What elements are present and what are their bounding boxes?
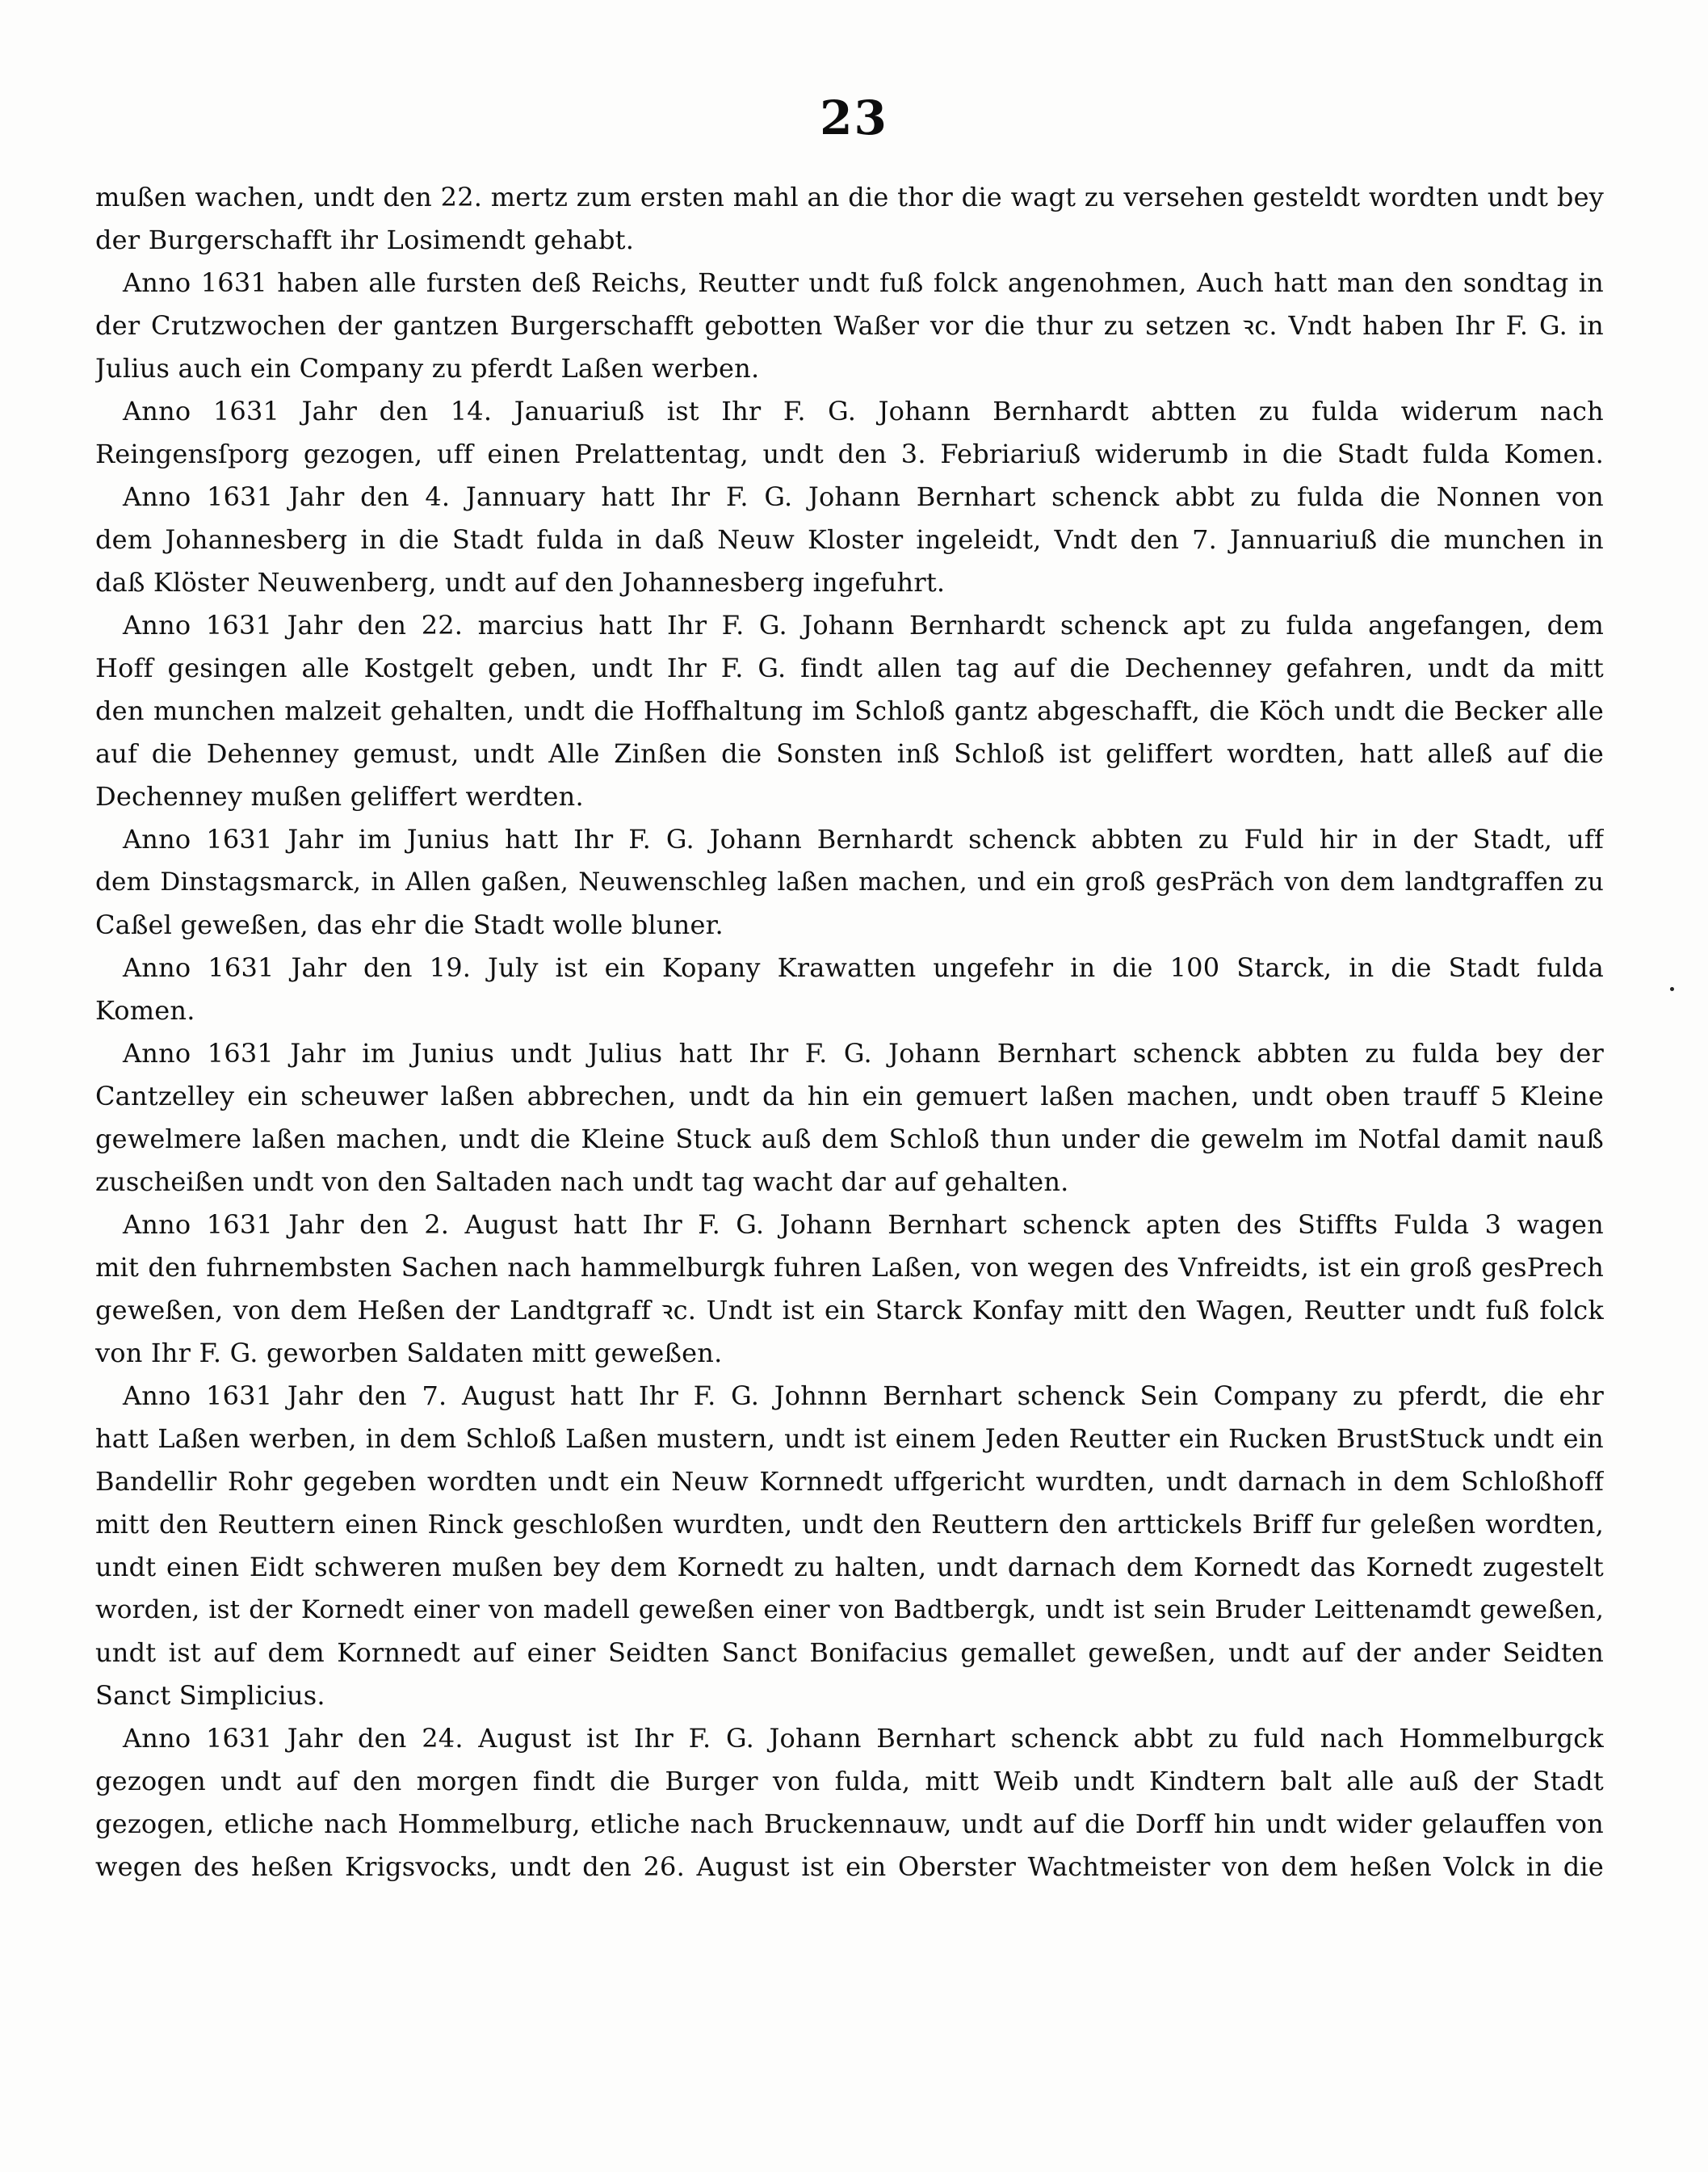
text-line: geweßen, von dem Heßen der Landtgraff ꝛc. Undt ist ein Starck Konfay mitt den Wagen, Reutter undt fuß folck bbox=[95, 1295, 1604, 1325]
text-line: Anno 1631 Jahr den 22. marcius hatt Ihr F. G. Johann Bernhardt schenck apt zu fulda angefangen, dem bbox=[123, 610, 1604, 641]
text-line: dem Dinstagsmarck, in Allen gaßen, Neuwenschleg laßen machen, und ein groß gesPräch von dem landtgraffen zu bbox=[95, 868, 1604, 897]
text-line: Anno 1631 Jahr den 4. Jannuary hatt Ihr F. G. Johann Bernhart schenck abbt zu fulda die Nonnen von bbox=[123, 481, 1604, 512]
text-line: Hoff gesingen alle Kostgelt geben, undt Ihr F. G. findt allen tag auf die Dechenney gefahren, undt da mitt bbox=[95, 653, 1604, 683]
text-line: Julius auch ein Company zu pferdt Laßen werben. bbox=[95, 353, 760, 384]
text-line: daß Klöster Neuwenberg, undt auf den Johannesberg ingefuhrt. bbox=[95, 567, 946, 598]
body-text bbox=[95, 176, 1604, 1888]
text-line: mit den fuhrnembsten Sachen nach hammelburgk fuhren Laßen, von wegen des Vnfreidts, ist ein groß gesPrech bbox=[95, 1252, 1604, 1283]
text-line: Dechenney mußen geliffert werdten. bbox=[95, 781, 584, 812]
text-line: Reingensſporg gezogen, uff einen Prelattentag, undt den 3. Febriariuß widerumb in die Stadt fulda Komen. bbox=[95, 439, 1604, 469]
text-line: dem Johannesberg in die Stadt fulda in daß Neuw Kloster ingeleidt, Vndt den 7. Jannuariuß die munchen in bbox=[95, 524, 1604, 555]
text-line: von Ihr F. G. geworben Saldaten mitt geweßen. bbox=[95, 1338, 723, 1368]
text-line: Anno 1631 haben alle fursten deß Reichs, Reutter undt fuß folck angenohmen, Auch hatt man den sondtag in bbox=[123, 267, 1604, 298]
text-line: undt ist auf dem Kornnedt auf einer Seidten Sanct Bonifacius gemallet geweßen, undt auf der ander Seidten bbox=[95, 1637, 1604, 1668]
text-line: den munchen malzeit gehalten, undt die Hoffhaltung im Schloß gantz abgeschafft, die Köch undt die Becker alle bbox=[95, 695, 1604, 726]
text-line: undt einen Eidt schweren mußen bey dem Kornedt zu halten, undt darnach dem Kornedt das Kornedt zugestelt bbox=[95, 1552, 1604, 1582]
text-line: Anno 1631 Jahr im Junius hatt Ihr F. G. Johann Bernhardt schenck abbten zu Fuld hir in der Stadt, uff bbox=[123, 824, 1604, 855]
text-line: Anno 1631 Jahr den 24. August ist Ihr F. G. Johann Bernhart schenck abbt zu fuld nach Hommelburgck bbox=[123, 1723, 1604, 1754]
text-line: Sanct Simplicius. bbox=[95, 1680, 325, 1711]
text-line: Cantzelley ein scheuwer laßen abbrechen, undt da hin ein gemuert laßen machen, undt oben trauff 5 Kleine bbox=[95, 1081, 1604, 1111]
text-line: Anno 1631 Jahr den 19. July ist ein Kopany Krawatten ungefehr in die 100 Starck, in die Stadt fulda bbox=[123, 952, 1604, 983]
text-line: Anno 1631 Jahr den 2. August hatt Ihr F. G. Johann Bernhart schenck apten des Stiffts Fulda 3 wagen bbox=[123, 1209, 1604, 1240]
text-line: gewelmere laßen machen, undt die Kleine Stuck auß dem Schloß thun under die gewelm im Notfal damit nauß bbox=[95, 1124, 1604, 1154]
text-line: Komen. bbox=[95, 995, 195, 1026]
text-line: Caßel geweßen, das ehr die Stadt wolle bluner. bbox=[95, 910, 724, 940]
text-line: mußen wachen, undt den 22. mertz zum ersten mahl an die thor die wagt zu versehen gesteldt wordten undt bey bbox=[95, 182, 1604, 212]
text-line: der Crutzwochen der gantzen Burgerschafft gebotten Waßer vor die thur zu setzen ꝛc. Vndt haben Ihr F. G. in bbox=[95, 310, 1604, 341]
text-line: zuscheißen undt von den Saltaden nach undt tag wacht dar auf gehalten. bbox=[95, 1166, 1069, 1197]
page-number: 23 bbox=[820, 90, 888, 145]
text-line: der Burgerschafft ihr Losimendt gehabt. bbox=[95, 225, 635, 255]
text-line: wegen des heßen Krigsvocks, undt den 26. August ist ein Oberster Wachtmeister von dem heßen Volck in die bbox=[95, 1851, 1604, 1882]
text-line: worden, ist der Kornedt einer von madell geweßen einer von Badtbergk, undt ist sein Bruder Leittenamdt geweßen, bbox=[95, 1595, 1604, 1624]
text-line: mitt den Reuttern einen Rinck geschloßen wurdten, undt den Reuttern den arttickels Briff fur geleßen wordten, bbox=[95, 1509, 1604, 1540]
text-line: gezogen, etliche nach Hommelburg, etliche nach Bruckennauw, undt auf die Dorff hin undt wider gelauffen von bbox=[95, 1809, 1604, 1839]
ink-speck bbox=[1670, 987, 1674, 991]
text-line: hatt Laßen werben, in dem Schloß Laßen mustern, undt ist einem Jeden Reutter ein Rucken BrustStuck undt ein bbox=[95, 1423, 1604, 1454]
text-line: Anno 1631 Jahr den 14. Januariuß ist Ihr F. G. Johann Bernhardt abtten zu fulda widerum nach bbox=[123, 396, 1604, 426]
text-line: Anno 1631 Jahr den 7. August hatt Ihr F. G. Johnnn Bernhart schenck Sein Company zu pferdt, die ehr bbox=[123, 1380, 1604, 1411]
text-line: gezogen undt auf den morgen findt die Burger von fulda, mitt Weib undt Kindtern balt alle auß der Stadt bbox=[95, 1766, 1604, 1796]
text-line: Bandellir Rohr gegeben wordten undt ein Neuw Kornnedt uffgericht wurdten, undt darnach in dem Schloßhoff bbox=[95, 1466, 1604, 1497]
text-line: Anno 1631 Jahr im Junius undt Julius hatt Ihr F. G. Johann Bernhart schenck abbten zu fulda bey der bbox=[123, 1038, 1604, 1069]
text-line: auf die Dehenney gemust, undt Alle Zinßen die Sonsten inß Schloß ist geliffert wordten, hatt alleß auf die bbox=[95, 738, 1604, 769]
